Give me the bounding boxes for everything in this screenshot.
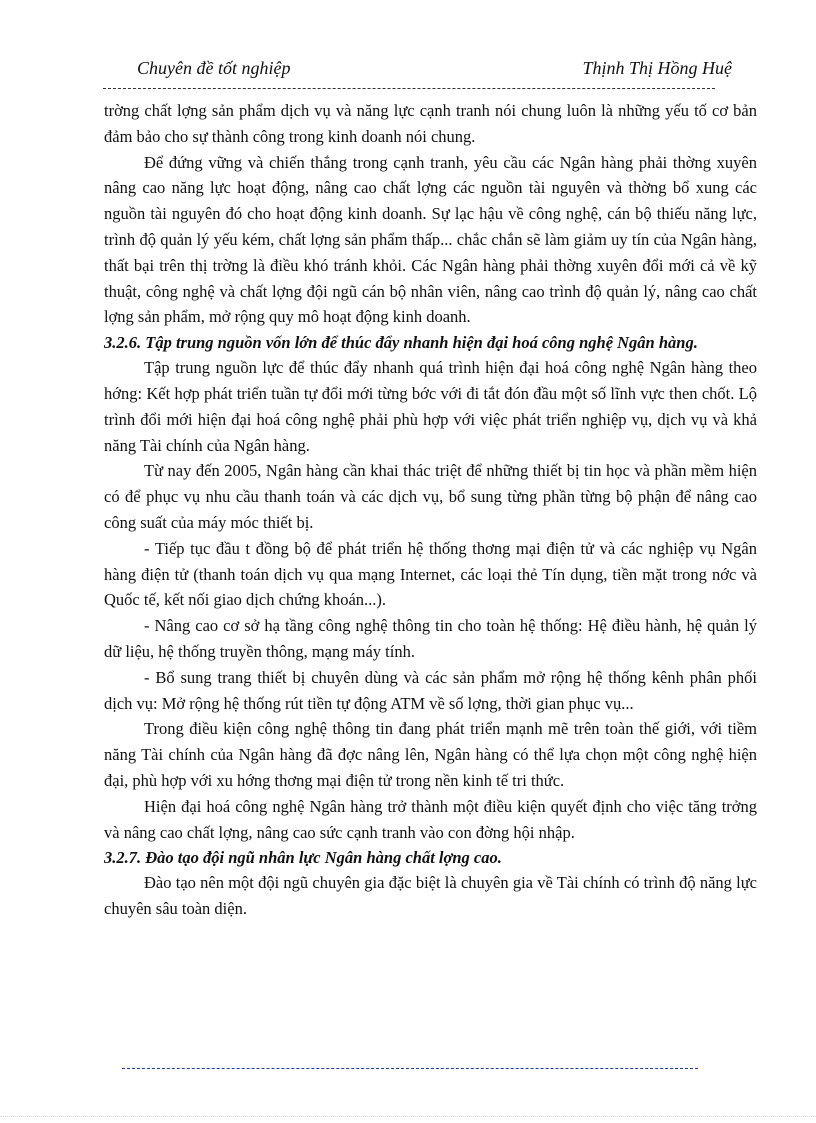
header-author: Thịnh Thị Hồng Huệ [582, 58, 732, 78]
section-heading-3-2-7: 3.2.7. Đào tạo đội ngũ nhân lực Ngân hàng chất lợng cao. [104, 848, 502, 868]
header-title: Chuyên đề tốt nghiệp [137, 58, 291, 78]
list-item: - Nâng cao cơ sở hạ tầng công nghệ thông tin cho toàn hệ thống: Hệ điều hành, hệ quản lý dữ liệu, hệ thống truyền thông, mạng máy tính. [104, 616, 757, 661]
paragraph-continuation: trờng chất lợng sản phẩm dịch vụ và năng lực cạnh tranh nói chung luôn là những yếu tố cơ bản đảm bảo cho sự thành công trong kinh doanh nói chung. [104, 101, 757, 146]
paragraph: Hiện đại hoá công nghệ Ngân hàng trở thành một điều kiện quyết định cho việc tăng trởng và nâng cao chất lợng, nâng cao sức cạnh tranh vào con đờng hội nhập. [104, 796, 757, 842]
paragraph: Từ nay đến 2005, Ngân hàng cần khai thác triệt để những thiết bị tin học và phần mềm hiện có để phục vụ nhu cầu thanh toán và các dịch vụ, bổ sung từng phần từng bộ phận để nâng cao công suất của máy móc thiết bị. [104, 461, 757, 532]
header-divider [103, 88, 715, 89]
paragraph: Tập trung nguồn lực để thúc đẩy nhanh quá trình hiện đại hoá công nghệ Ngân hàng theo hớng: Kết hợp phát triển tuần tự đổi mới từng bớc với đi tắt đón đầu một số lĩnh vực then chốt. Lộ trình đổi mới hiện đại hoá công nghệ phải phù hợp với việc phát triển nghiệp vụ, dịch vụ và khả năng Tài chính của Ngân hàng. [104, 358, 757, 455]
list-item: - Bổ sung trang thiết bị chuyên dùng và các sản phẩm mở rộng hệ thống kênh phân phối dịch vụ: Mở rộng hệ thống rút tiền tự động ATM về số lợng, thời gian phục vụ... [104, 667, 757, 713]
paragraph: Để đứng vững và chiến thắng trong cạnh tranh, yêu cầu các Ngân hàng phải thờng xuyên nâng cao năng lực hoạt động, nâng cao chất lợng các nguồn tài nguyên và thờng bổ xung các nguồn tài nguyên đó cho hoạt động kinh doanh. Sự lạc hậu về công nghệ, cán bộ thiếu năng lực, trình độ quản lý yếu kém, chất lợng sản phẩm thấp... chắc chắn sẽ làm giảm uy tín của Ngân hàng, thất bại trên thị trờng là điều khó tránh khỏi. Các Ngân hàng phải thờng xuyên đổi mới cả về kỹ thuật, công nghệ và chất lợng đội ngũ cán bộ nhân viên, nâng cao trình độ quản lý, nâng cao chất lợng sản phẩm, mở rộng quy mô hoạt động kinh doanh. [104, 152, 757, 327]
section-heading-3-2-6: 3.2.6. Tập trung nguồn vốn lớn để thúc đẩy nhanh hiện đại hoá công nghệ Ngân hàng. [104, 333, 698, 353]
footer-divider [122, 1068, 698, 1069]
paragraph: Đào tạo nên một đội ngũ chuyên gia đặc biệt là chuyên gia về Tài chính có trình độ năng lực chuyên sâu toàn diện. [104, 873, 757, 919]
list-item: - Tiếp tục đầu t đồng bộ để phát triển hệ thống thơng mại điện tử và các nghiệp vụ Ngân hàng điện tử (thanh toán dịch vụ qua mạng Internet, các loại thẻ Tín dụng, tiền mặt trong nớc và Quốc tế, kết nối giao dịch chứng khoán...). [104, 538, 757, 610]
paragraph: Trong điều kiện công nghệ thông tin đang phát triển mạnh mẽ trên toàn thế giới, với tiềm năng Tài chính của Ngân hàng đã đợc nâng lên, Ngân hàng có thể lựa chọn một công nghệ hiện đại, phù hợp với xu hớng thơng mại điện tử trong nền kinh tế tri thức. [104, 719, 757, 790]
document-body [104, 98, 757, 922]
page-bottom-border [0, 1116, 816, 1117]
